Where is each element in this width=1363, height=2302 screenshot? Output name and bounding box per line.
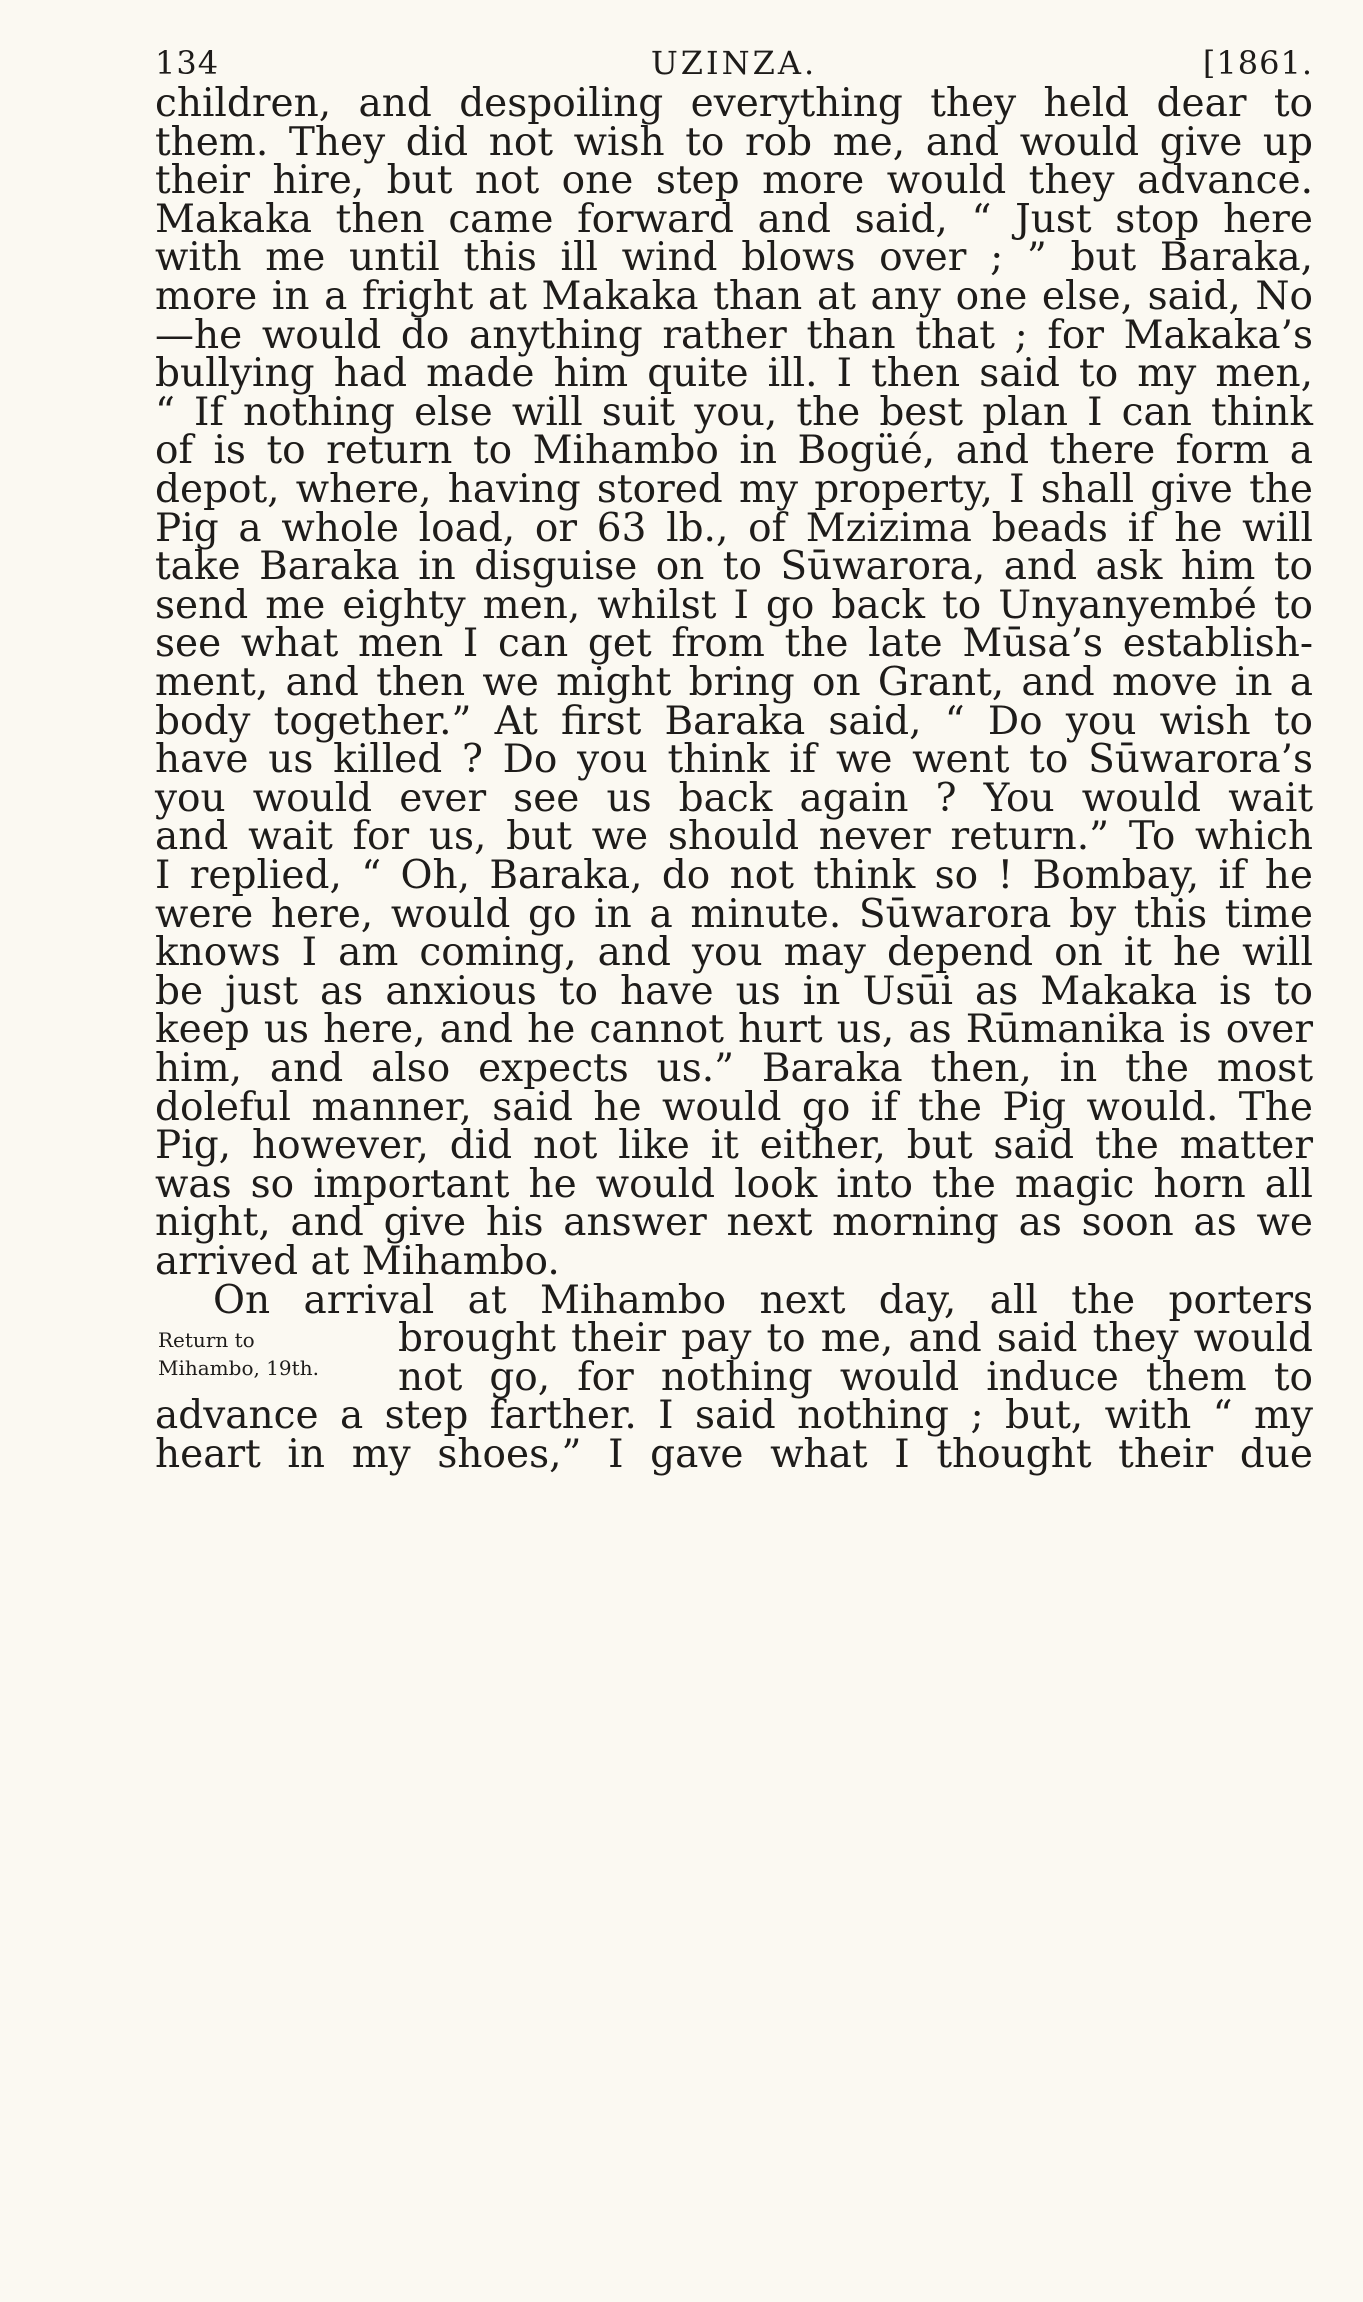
text-line: their hire, but not one step more would they advance. — [155, 158, 1313, 203]
text-line: advance a step farther. I said nothing ; but, with “ my — [155, 1393, 1313, 1438]
text-line: Makaka then came forward and said, “ Just stop here — [155, 197, 1313, 242]
text-line: On arrival at Mihambo next day, all the porters — [213, 1278, 1313, 1323]
text-line: see what men I can get from the late Mūsa’s establish- — [155, 621, 1313, 666]
margin-note-line: Mihambo, 19th. — [158, 1356, 319, 1380]
text-line: of is to return to Mihambo in Bogüé, and there form a — [155, 428, 1313, 473]
text-line: was so important he would look into the magic horn all — [155, 1162, 1313, 1207]
text-line: him, and also expects us.” Baraka then, in the most — [155, 1046, 1313, 1091]
text-line: depot, where, having stored my property, I shall give the — [155, 467, 1313, 512]
text-line: night, and give his answer next morning as soon as we — [155, 1200, 1313, 1245]
text-line: ment, and then we might bring on Grant, and move in a — [155, 660, 1313, 705]
text-line: “ If nothing else will suit you, the best plan I can think — [155, 390, 1313, 435]
text-line: doleful manner, said he would go if the Pig would. The — [155, 1085, 1313, 1130]
page-number: 134 — [155, 44, 220, 82]
text-line: them. They did not wish to rob me, and would give up — [155, 120, 1313, 165]
text-line: Pig a whole load, or 63 lb., of Mzizima beads if he will — [155, 506, 1313, 551]
text-line: —he would do anything rather than that ; for Makaka’s — [155, 313, 1313, 358]
text-line: body together.” At first Baraka said, “ Do you wish to — [155, 699, 1313, 744]
text-line: send me eighty men, whilst I go back to Unyanyembé to — [155, 583, 1313, 628]
text-line: you would ever see us back again ? You would wait — [155, 776, 1313, 821]
text-line: arrived at Mihambo. — [155, 1239, 560, 1284]
text-line: were here, would go in a minute. Sūwarora by this time — [155, 892, 1313, 937]
text-line: be just as anxious to have us in Usūi as Makaka is to — [155, 969, 1313, 1014]
year-marker: [1861. — [1202, 44, 1313, 82]
text-line: Pig, however, did not like it either, but said the matter — [155, 1123, 1313, 1168]
text-line: heart in my shoes,” I gave what I thought their due — [155, 1432, 1313, 1477]
text-line: take Baraka in disguise on to Sūwarora, and ask him to — [155, 544, 1313, 589]
text-line: not go, for nothing would induce them to — [398, 1355, 1313, 1400]
text-line: bullying had made him quite ill. I then said to my men, — [155, 351, 1313, 396]
margin-note-line: Return to — [158, 1328, 255, 1352]
text-line: brought their pay to me, and said they would — [398, 1316, 1313, 1361]
text-line: knows I am coming, and you may depend on it he will — [155, 930, 1313, 975]
text-line: have us killed ? Do you think if we went to Sūwarora’s — [155, 737, 1313, 782]
text-line: more in a fright at Makaka than at any one else, said, No — [155, 274, 1313, 319]
running-title: UZINZA. — [650, 44, 818, 82]
text-line: children, and despoiling everything they held dear to — [155, 81, 1313, 126]
text-line: I replied, “ Oh, Baraka, do not think so ! Bombay, if he — [155, 853, 1313, 898]
text-line: and wait for us, but we should never return.” To which — [155, 814, 1313, 859]
text-line: keep us here, and he cannot hurt us, as Rūmanika is over — [155, 1007, 1313, 1052]
text-line: with me until this ill wind blows over ; ” but Baraka, — [155, 235, 1313, 280]
